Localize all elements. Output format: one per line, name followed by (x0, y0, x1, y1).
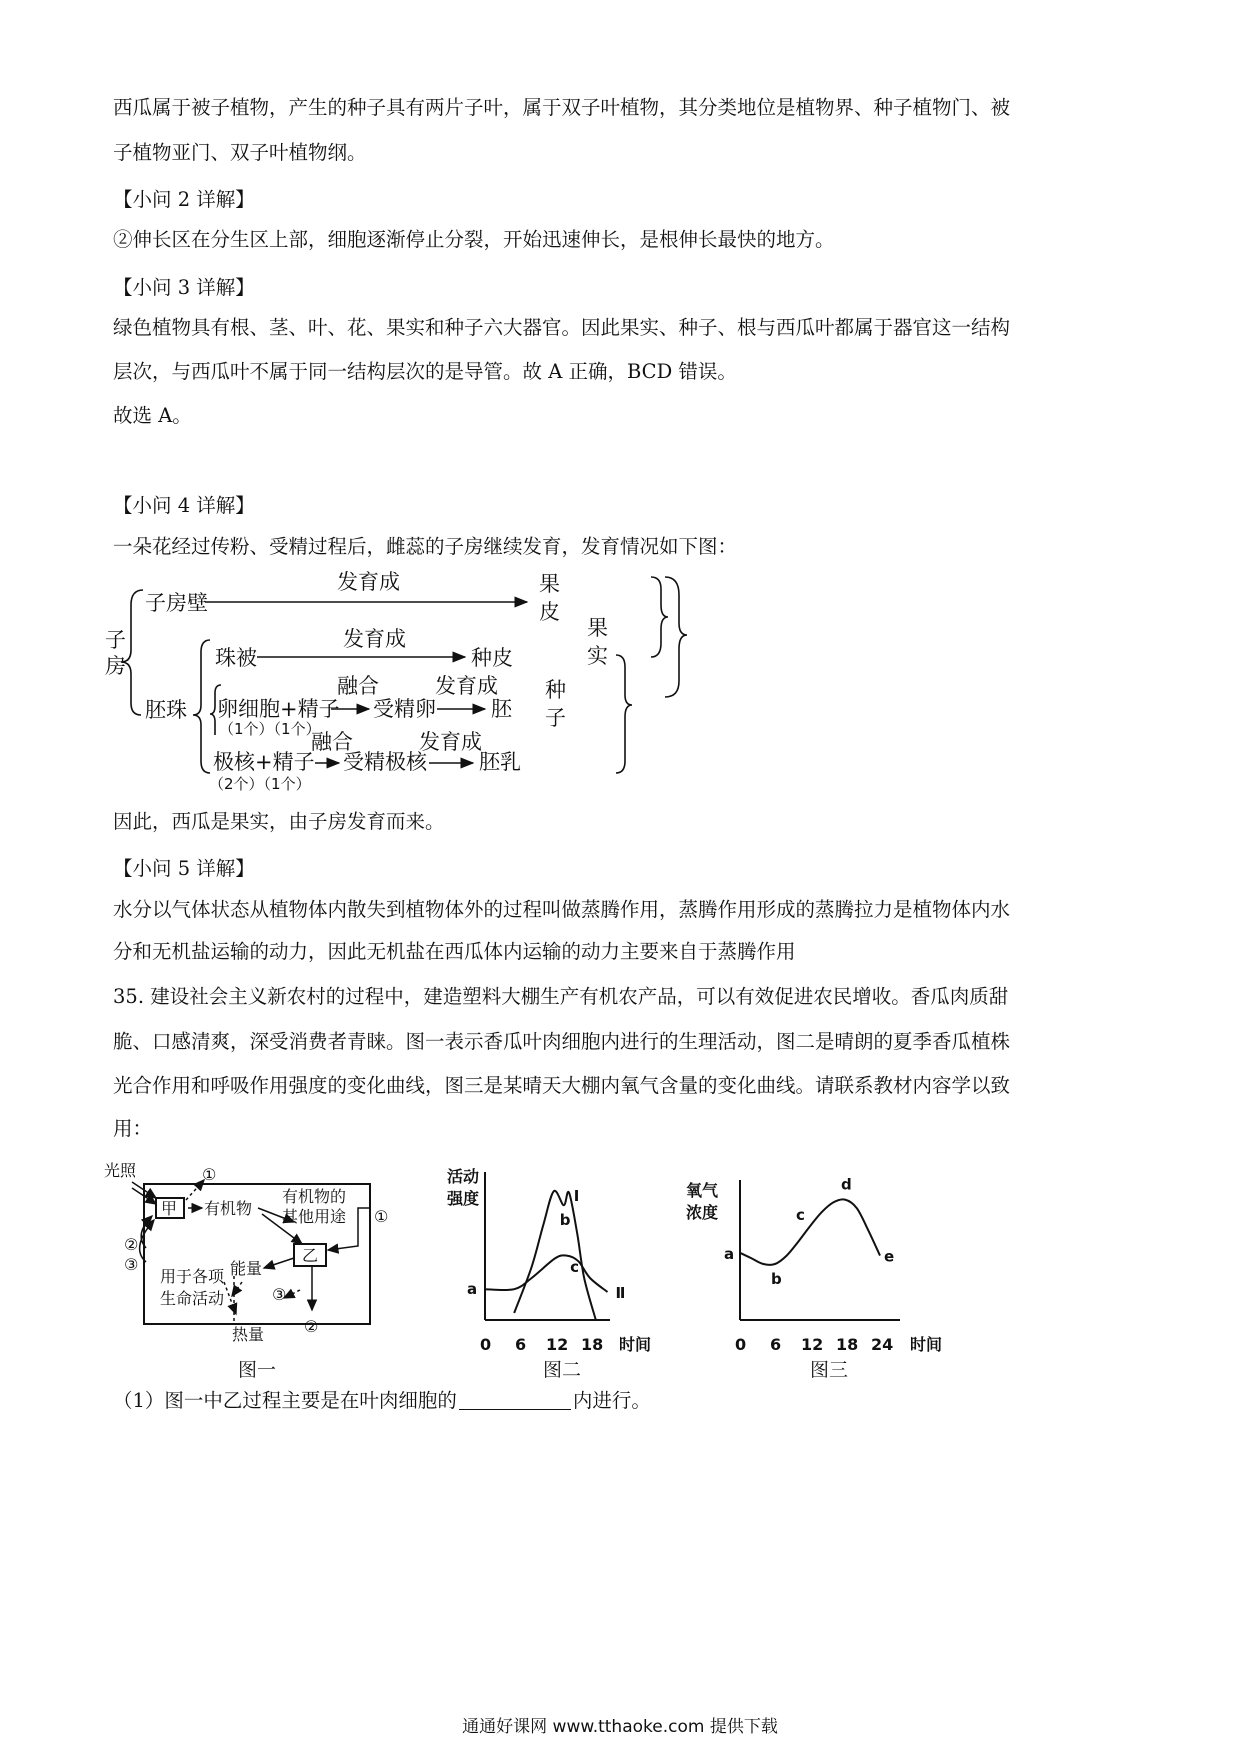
circle-3-left: ③ (124, 1255, 139, 1274)
fruit-char-2: 实 (587, 644, 608, 668)
series-name-label: Ⅰ (573, 1187, 580, 1206)
subquestion-5-heading: 【小问 5 详解】 (113, 857, 255, 880)
subquestion-1 (113, 1389, 1133, 1413)
seed-coat-label: 种皮 (471, 646, 513, 670)
seed-char-2: 子 (545, 706, 566, 730)
polar-counts: （2个）（1个） (209, 775, 311, 793)
embryo-label: 胚 (491, 697, 512, 721)
circle-2-bottom: ② (304, 1317, 319, 1336)
figure-1-cell-diagram (104, 1161, 432, 1384)
chart3-xlabel: 时间 (910, 1335, 943, 1354)
answer-paragraph-2: ②伸长区在分生区上部，细胞逐渐停止分裂，开始迅速伸长，是根伸长最快的地方。 (113, 228, 835, 251)
circle-1-right: ① (374, 1207, 389, 1226)
x-tick-label: 6 (515, 1335, 527, 1354)
figure-2-activity-chart (445, 1160, 685, 1385)
x-tick-label: 24 (871, 1335, 894, 1354)
fuse-label-2: 融合 (311, 730, 353, 754)
develops-label-4: 发育成 (419, 730, 482, 754)
fuse-label-1: 融合 (337, 674, 379, 698)
series-line-1 (740, 1199, 880, 1265)
organic-label: 有机物 (204, 1199, 253, 1218)
point-label-d: d (841, 1175, 852, 1194)
x-tick-label: 0 (735, 1335, 747, 1354)
circle-2-left: ② (124, 1235, 139, 1254)
other-use-label-1: 有机物的 (282, 1187, 347, 1206)
chart2-xlabel: 时间 (619, 1335, 652, 1354)
answer-paragraph-4: 一朵花经过传粉、受精过程后，雌蕊的子房继续发育，发育情况如下图： (113, 535, 738, 558)
for-life-label-2: 生命活动 (160, 1289, 225, 1308)
x-tick-label: 0 (480, 1335, 492, 1354)
answer-paragraph-3-cont: 层次，与西瓜叶不属于同一结构层次的是导管。故 A 正确，BCD 错误。 (113, 360, 737, 383)
develops-label-1: 发育成 (337, 570, 400, 594)
subquestion-2-heading: 【小问 2 详解】 (113, 188, 255, 211)
integument-label: 珠被 (215, 646, 257, 670)
develops-label-3: 发育成 (435, 674, 498, 698)
figure-3-oxygen-chart (686, 1160, 970, 1385)
yi-label: 乙 (302, 1246, 319, 1265)
y-axis-label-part: 强度 (447, 1189, 480, 1208)
develops-label-2: 发育成 (343, 627, 406, 651)
figure-1-caption: 图一 (238, 1359, 277, 1381)
y-axis-label-part: 浓度 (686, 1203, 719, 1222)
series-name-label: Ⅱ (615, 1284, 626, 1302)
question-35-line-4: 用： (113, 1117, 153, 1140)
heat-label: 热量 (232, 1325, 265, 1344)
y-axis-label-part: 活动 (447, 1167, 480, 1186)
egg-counts: （1个）（1个） (219, 720, 321, 738)
fruit-char-1: 果 (587, 616, 608, 640)
fertilized-polar-label: 受精极核 (343, 750, 427, 774)
series-line-1 (514, 1191, 596, 1320)
point-label-a: a (724, 1244, 735, 1263)
series-line-2 (485, 1255, 608, 1292)
point-label-b: b (771, 1270, 782, 1288)
answer-blank[interactable] (459, 1389, 571, 1410)
x-tick-label: 18 (581, 1335, 604, 1354)
figure-3-caption: 图三 (810, 1359, 849, 1381)
point-label-c: c (796, 1206, 805, 1225)
page-footer: 通通好课网 www.tthaoke.com 提供下载 (462, 1717, 778, 1737)
y-mark-label: a (467, 1280, 478, 1299)
polar-sperm-label: 极核+精子 (213, 750, 315, 774)
ovary-char-1: 子 (105, 628, 126, 652)
ovule-label: 胚珠 (145, 698, 187, 722)
answer-paragraph-1-cont: 子植物亚门、双子叶植物纲。 (113, 141, 367, 164)
peel-char-2: 皮 (539, 600, 560, 624)
light-label: 光照 (104, 1161, 137, 1180)
jia-label: 甲 (161, 1199, 178, 1218)
x-tick-label: 12 (546, 1335, 569, 1354)
circle-3-bottom: ③ (272, 1285, 287, 1304)
question-35-line-1: 35. 建设社会主义新农村的过程中，建造塑料大棚生产有机农产品，可以有效促进农民增收。香瓜肉质甜 (113, 985, 1009, 1008)
peel-char-1: 果 (539, 572, 560, 596)
circle-1-top: ① (202, 1165, 217, 1184)
answer-conclusion-3: 故选 A。 (113, 404, 192, 427)
seed-char-1: 种 (545, 678, 566, 702)
for-life-label-1: 用于各项 (160, 1267, 225, 1286)
x-tick-label: 12 (801, 1335, 824, 1354)
point-label-e: e (884, 1247, 895, 1266)
zygote-label: 受精卵 (373, 697, 436, 721)
answer-paragraph-5-cont: 分和无机盐运输的动力，因此无机盐在西瓜体内运输的动力主要来自于蒸腾作用 (113, 940, 796, 963)
subquestion-1-text: （1）图一中乙过程主要是在叶肉细胞的 (113, 1389, 457, 1412)
point-label-c: c (570, 1258, 580, 1276)
ovary-char-2: 房 (105, 654, 126, 678)
subquestion-3-heading: 【小问 3 详解】 (113, 276, 255, 299)
answer-paragraph-5: 水分以气体状态从植物体内散失到植物体外的过程叫做蒸腾作用，蒸腾作用形成的蒸腾拉力是植物体内水 (113, 898, 1011, 921)
subquestion-4-heading: 【小问 4 详解】 (113, 494, 255, 517)
other-use-label-2: 其他用途 (282, 1207, 347, 1226)
point-label-b: b (559, 1211, 571, 1230)
figure-2-caption: 图二 (543, 1359, 582, 1381)
x-tick-label: 6 (770, 1335, 782, 1354)
egg-sperm-label: 卵细胞+精子 (217, 697, 340, 721)
endosperm-label: 胚乳 (479, 750, 521, 774)
answer-paragraph-4-cont: 因此，西瓜是果实，由子房发育而来。 (113, 810, 445, 833)
energy-label: 能量 (230, 1259, 263, 1278)
subquestion-1-text-after: 内进行。 (572, 1389, 651, 1412)
y-axis-label-part: 氧气 (686, 1181, 719, 1200)
question-35-line-3: 光合作用和呼吸作用强度的变化曲线，图三是某晴天大棚内氧气含量的变化曲线。请联系教材内容学以致 (113, 1074, 1011, 1097)
ovary-wall-label: 子房壁 (145, 591, 208, 615)
x-tick-label: 18 (836, 1335, 859, 1354)
answer-paragraph-1: 西瓜属于被子植物，产生的种子具有两片子叶，属于双子叶植物，其分类地位是植物界、种子植物门、被 (113, 96, 1011, 119)
answer-paragraph-3: 绿色植物具有根、茎、叶、花、果实和种子六大器官。因此果实、种子、根与西瓜叶都属于器官这一结构 (113, 316, 1011, 339)
question-35-line-2: 脆、口感清爽，深受消费者青睐。图一表示香瓜叶肉细胞内进行的生理活动，图二是晴朗的夏季香瓜植株 (113, 1030, 1011, 1053)
